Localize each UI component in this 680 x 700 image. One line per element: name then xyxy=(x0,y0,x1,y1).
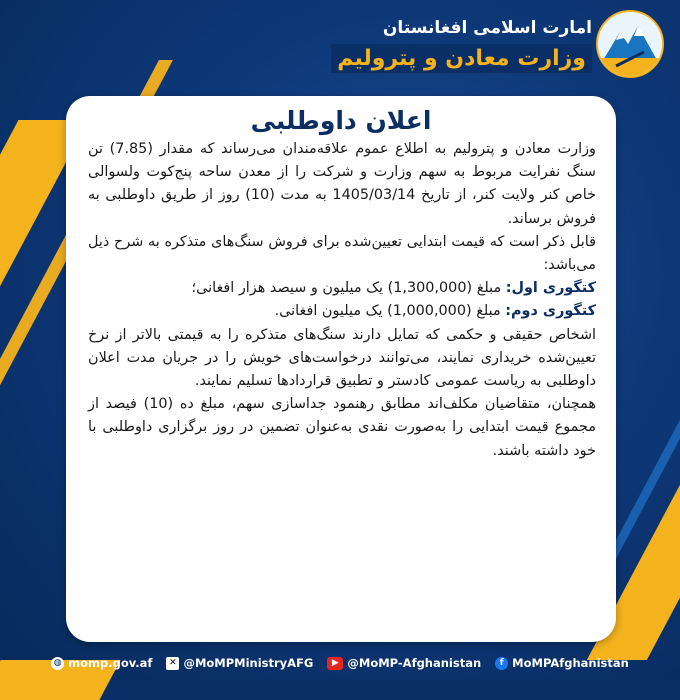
x-handle: @MoMPMinistryAFG xyxy=(183,656,314,670)
notice-paragraph: قابل ذکر است که قیمت ابتدایی تعیین‌شده برای فروش سنگ‌های متذکره به شرح ذیل می‌باشد: xyxy=(88,233,596,274)
ministry-logo xyxy=(596,10,664,78)
x-icon: ✕ xyxy=(166,657,179,670)
notice-paragraph: وزارت معادن و پترولیم به اطلاع عموم علاقه‌مندان می‌رساند که مقدار (7.85) تن سنگ نفرایت مربوط به سهم وزارت و شرکت را از معدن ساحه پنج‌کوت ولسوالی خاص کنر ولایت کنر، از تاریخ 1405/03/14 به مدت (10) روز از طریق داوطلبی به فروش برساند. xyxy=(88,141,596,227)
facebook-icon: f xyxy=(495,657,508,670)
category-label: کتگوری اول: xyxy=(505,280,596,297)
category-line xyxy=(88,277,596,300)
website-link[interactable] xyxy=(51,656,152,670)
notice-title: اعلان داوطلبی xyxy=(250,106,432,135)
facebook-link[interactable] xyxy=(495,656,629,670)
category-text: مبلغ (1,300,000) یک میلیون و سیصد هزار افغانی؛ xyxy=(191,280,506,297)
category-label: کتگوری دوم: xyxy=(505,303,596,320)
facebook-handle: MoMPAfghanistan xyxy=(512,656,629,670)
category-text: مبلغ (1,000,000) یک میلیون افغانی. xyxy=(274,303,506,320)
youtube-handle: @MoMP-Afghanistan xyxy=(347,656,482,670)
x-link[interactable] xyxy=(166,656,313,670)
header xyxy=(252,14,592,73)
ministry-name: وزارت معادن و پترولیم xyxy=(331,44,592,73)
footer xyxy=(0,646,680,680)
emirate-name: امارت اسلامی افغانستان xyxy=(382,18,592,38)
category-line xyxy=(88,300,596,323)
globe-icon: ◍ xyxy=(51,657,64,670)
notice-body xyxy=(88,138,596,463)
notice-paragraph: همچنان، متقاضیان مکلف‌اند مطابق رهنمود جداسازی سهم، مبلغ ده (10) فیصد از مجموع قیمت ابتدایی را به‌صورت نقدی به‌عنوان تضمین در روز برگزاری داوطلبی با خود داشته باشند. xyxy=(88,396,596,459)
youtube-icon: ▶ xyxy=(327,657,343,670)
website-label: momp.gov.af xyxy=(68,656,153,670)
youtube-link[interactable] xyxy=(327,656,481,670)
notice-paragraph: اشخاص حقیقی و حکمی که تمایل دارند سنگ‌های متذکره را به قیمتی بالاتر از نرخ تعیین‌شده خریداری نمایند، می‌توانند درخواست‌های خویش را در جریان مدت اعلان داوطلبی به ریاست عمومی کادستر و تطبیق قراردادها تسلیم نمایند. xyxy=(88,326,596,390)
